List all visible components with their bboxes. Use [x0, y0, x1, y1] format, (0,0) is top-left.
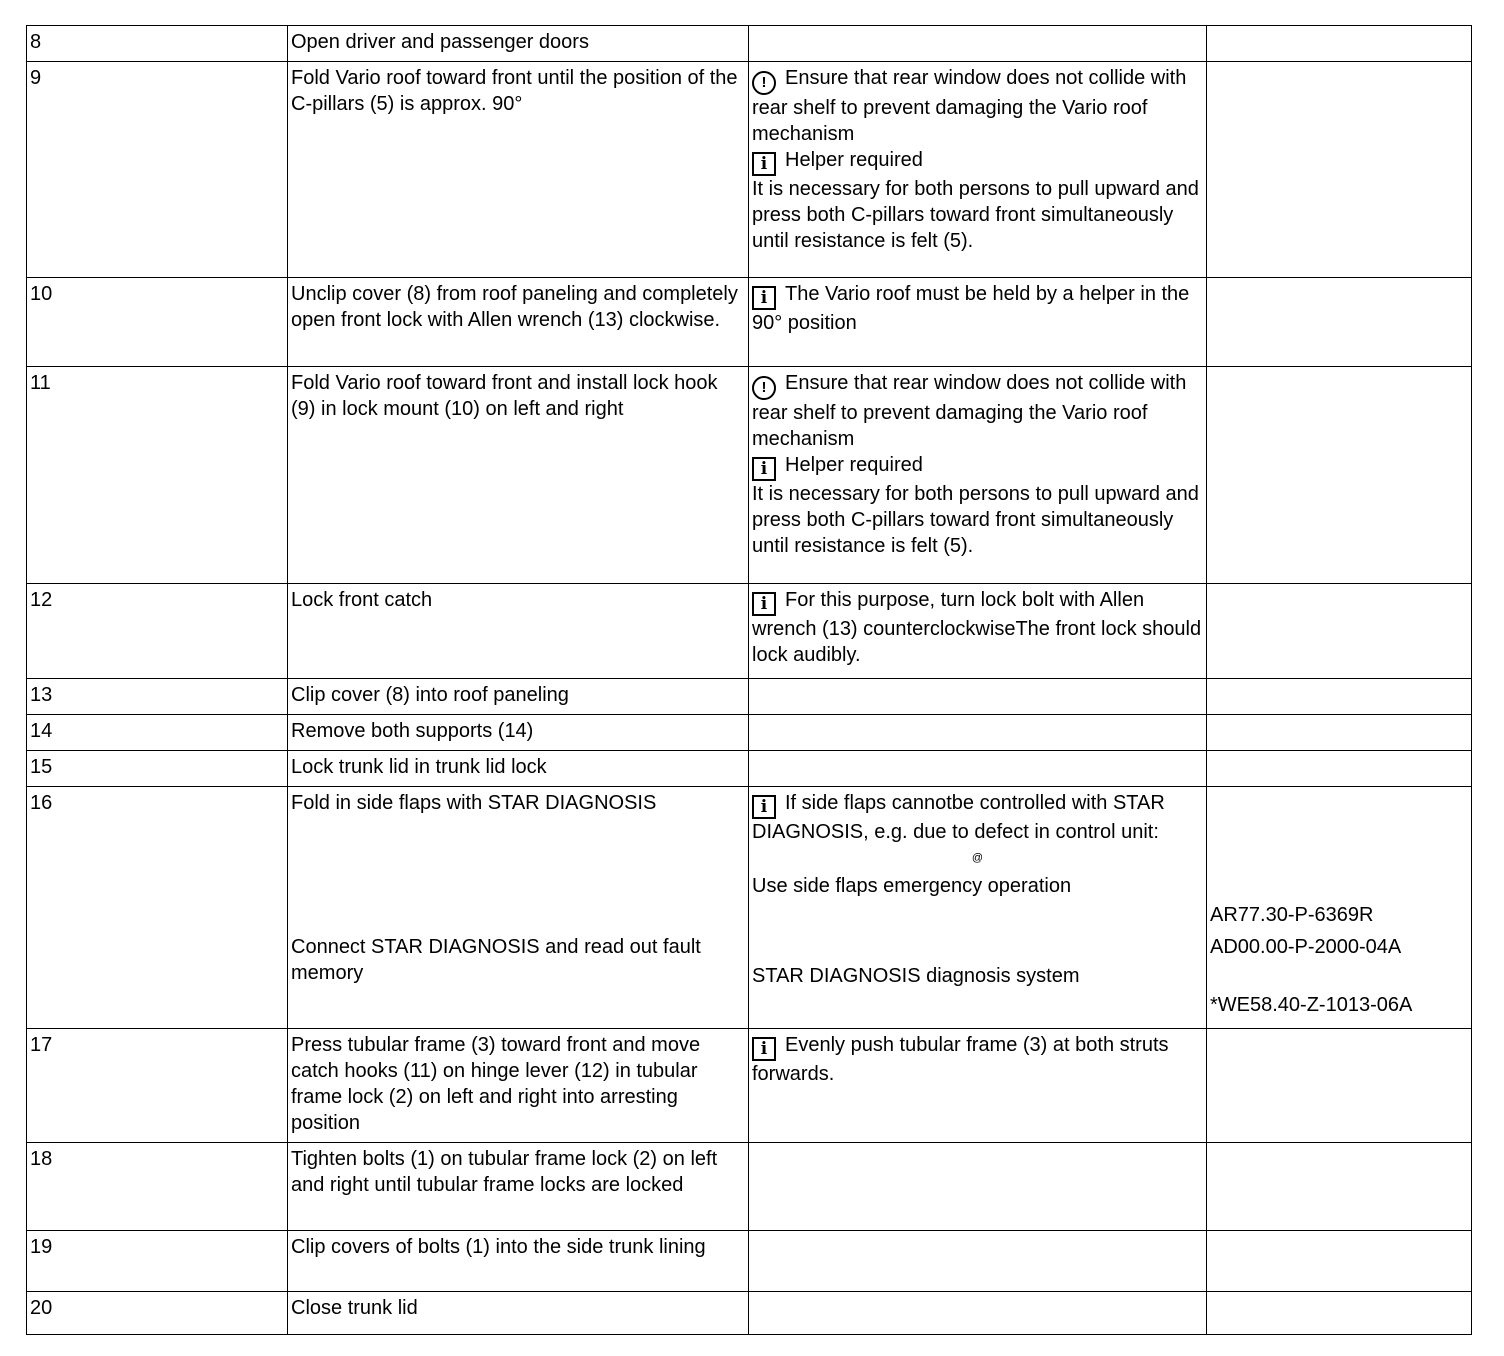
table-row — [27, 1292, 1472, 1335]
step-notes — [749, 679, 1207, 715]
step-action: Close trunk lid — [288, 1292, 749, 1335]
step-action: Remove both supports (14) — [288, 715, 749, 751]
warning-icon: ! — [752, 376, 776, 400]
info-icon: i — [752, 795, 776, 819]
note-info: i If side flaps cannotbe controlled with STAR DIAGNOSIS, e.g. due to defect in control unit: — [752, 792, 1165, 843]
step-number: 19 — [27, 1231, 288, 1292]
step-action: Lock front catch — [288, 584, 749, 679]
info-icon: i — [752, 152, 776, 176]
step-reference — [1207, 26, 1472, 62]
step-reference — [1207, 62, 1472, 278]
step-action: Lock trunk lid in trunk lid lock — [288, 751, 749, 787]
step-notes — [749, 787, 1207, 1029]
step-notes — [749, 751, 1207, 787]
step-action: Fold Vario roof toward front and install lock hook (9) in lock mount (10) on left and right — [288, 367, 749, 584]
note-info: i The Vario roof must be held by a helper in the 90° position — [752, 283, 1190, 334]
action-connect-diagnosis: Connect STAR DIAGNOSIS and read out fault memory — [291, 936, 701, 984]
table-row — [27, 367, 1472, 584]
step-notes — [749, 62, 1207, 278]
reference-link[interactable]: AR77.30-P-6369R — [1210, 904, 1374, 926]
step-action: Tighten bolts (1) on tubular frame lock (2) on left and right until tubular frame locks are locked — [288, 1143, 749, 1231]
note-info: i Evenly push tubular frame (3) at both struts forwards. — [752, 1034, 1169, 1085]
at-symbol: @ — [971, 852, 984, 864]
step-action: Press tubular frame (3) toward front and move catch hooks (11) on hinge lever (12) in tubular frame lock (2) on left and right into arresting position — [288, 1029, 749, 1143]
step-reference — [1207, 1143, 1472, 1231]
step-number: 14 — [27, 715, 288, 751]
table-row — [27, 1143, 1472, 1231]
step-action: Clip covers of bolts (1) into the side trunk lining — [288, 1231, 749, 1292]
step-notes — [749, 26, 1207, 62]
note-diagnosis-system: STAR DIAGNOSIS diagnosis system — [752, 965, 1080, 987]
table-row — [27, 62, 1472, 278]
step-number: 8 — [27, 26, 288, 62]
step-number: 16 — [27, 787, 288, 1029]
step-notes — [749, 1143, 1207, 1231]
step-notes — [749, 584, 1207, 679]
step-notes — [749, 715, 1207, 751]
note-info: i For this purpose, turn lock bolt with Allen wrench (13) counterclockwiseThe front lock should lock audibly. — [752, 589, 1202, 666]
info-icon: i — [752, 1037, 776, 1061]
step-number: 20 — [27, 1292, 288, 1335]
step-number: 13 — [27, 679, 288, 715]
step-action: Unclip cover (8) from roof paneling and completely open front lock with Allen wrench (13) clockwise. — [288, 278, 749, 367]
step-number: 15 — [27, 751, 288, 787]
note-warning: ! Ensure that rear window does not collide with rear shelf to prevent damaging the Vario roof mechanism — [752, 67, 1187, 145]
step-reference — [1207, 715, 1472, 751]
note-info: i Helper required — [752, 147, 1203, 176]
step-number: 12 — [27, 584, 288, 679]
table-row — [27, 751, 1472, 787]
step-notes — [749, 1231, 1207, 1292]
step-number: 11 — [27, 367, 288, 584]
step-reference — [1207, 1029, 1472, 1143]
note-emergency-operation: Use side flaps emergency operation — [752, 875, 1072, 897]
step-reference — [1207, 584, 1472, 679]
table-row — [27, 715, 1472, 751]
table-row — [27, 278, 1472, 367]
step-action: Open driver and passenger doors — [288, 26, 749, 62]
table-row — [27, 679, 1472, 715]
step-notes — [749, 1029, 1207, 1143]
step-action: Fold Vario roof toward front until the position of the C-pillars (5) is approx. 90° — [288, 62, 749, 278]
step-reference — [1207, 367, 1472, 584]
step-number: 18 — [27, 1143, 288, 1231]
table-row — [27, 584, 1472, 679]
info-icon: i — [752, 592, 776, 616]
note-text: It is necessary for both persons to pull upward and press both C-pillars toward front simultaneously until resistance is felt (5). — [752, 178, 1199, 252]
info-icon: i — [752, 457, 776, 481]
step-reference — [1207, 278, 1472, 367]
step-number: 9 — [27, 62, 288, 278]
step-notes — [749, 1292, 1207, 1335]
step-reference — [1207, 751, 1472, 787]
table-row — [27, 1231, 1472, 1292]
step-reference — [1207, 1292, 1472, 1335]
table-row — [27, 26, 1472, 62]
info-icon: i — [752, 286, 776, 310]
procedure-table — [26, 25, 1472, 1335]
step-number: 10 — [27, 278, 288, 367]
reference-link[interactable]: *WE58.40-Z-1013-06A — [1210, 994, 1413, 1016]
step-number: 17 — [27, 1029, 288, 1143]
step-reference — [1207, 679, 1472, 715]
step-notes — [749, 278, 1207, 367]
action-fold-flaps: Fold in side flaps with STAR DIAGNOSIS — [291, 792, 657, 814]
warning-icon: ! — [752, 71, 776, 95]
note-warning: ! Ensure that rear window does not collide with rear shelf to prevent damaging the Vario roof mechanism — [752, 372, 1187, 450]
reference-link[interactable]: AD00.00-P-2000-04A — [1210, 936, 1402, 958]
step-reference — [1207, 787, 1472, 1029]
table-row — [27, 787, 1472, 1029]
note-info: i Helper required — [752, 452, 1203, 481]
step-reference — [1207, 1231, 1472, 1292]
step-action: Clip cover (8) into roof paneling — [288, 679, 749, 715]
note-text: It is necessary for both persons to pull upward and press both C-pillars toward front simultaneously until resistance is felt (5). — [752, 483, 1199, 557]
step-action — [288, 787, 749, 1029]
table-row — [27, 1029, 1472, 1143]
step-notes — [749, 367, 1207, 584]
